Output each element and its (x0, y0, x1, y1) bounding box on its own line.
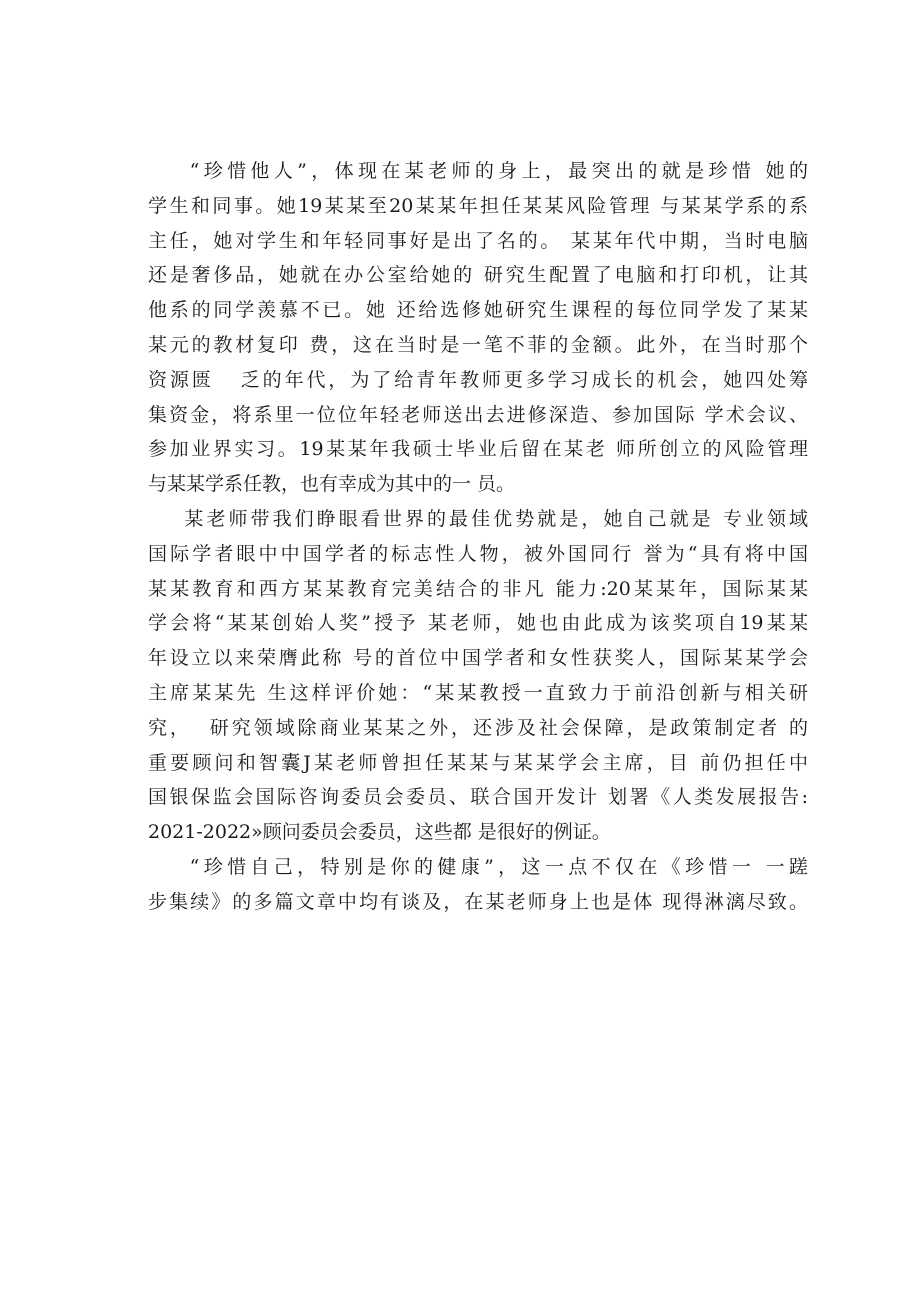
text-line: 参加业界实习。19某某年我硕士毕业后留在某老 师所创立的风险管理 (148, 438, 808, 461)
text-line: 与某某学系任教，也有幸成为其中的一 员。 (148, 473, 516, 496)
body-text (148, 154, 808, 920)
text-line: 主席某某先 生这样评价她：“某某教授一直致力于前沿创新与相关研 (148, 681, 808, 704)
text-line: 他系的同学羡慕不已。她 还给选修她研究生课程的每位同学发了某某 (148, 299, 808, 322)
text-line: 某老师带我们睁眼看世界的最佳优势就是，她自己就是 专业领域 (148, 507, 808, 530)
text-line: 资源匮 乏的年代，为了给青年教师更多学习成长的机会，她四处筹 (148, 368, 808, 391)
paragraph-3 (148, 850, 808, 920)
text-line: 究， 研究领域除商业某某之外，还涉及社会保障，是政策制定者 的 (148, 716, 808, 739)
text-line: 2021-2022»顾问委员会委员，这些都 是很好的例证。 (148, 821, 611, 844)
text-line: 主任，她对学生和年轻同事好是出了名的。 某某年代中期，当时电脑 (148, 229, 808, 252)
text-line: 某元的教材复印 费，这在当时是一笔不菲的金额。此外，在当时那个 (148, 333, 808, 356)
text-line: 年设立以来荣膺此称 号的首位中国学者和女性获奖人，国际某某学会 (148, 647, 808, 670)
text-line: 重要顾问和智囊J某老师曾担任某某与某某学会主席，目 前仍担任中 (148, 751, 808, 774)
text-line: 学会将“某某创始人奖”授予 某老师，她也由此成为该奖项自19某某 (148, 612, 808, 635)
paragraph-1 (148, 154, 808, 502)
text-line: 国银保监会国际咨询委员会委员、联合国开发计 划署《人类发展报告: (148, 786, 808, 809)
text-line: 还是奢侈品，她就在办公室给她的 研究生配置了电脑和打印机，让其 (148, 264, 808, 287)
text-line: 某某教育和西方某某教育完美结合的非凡 能力:20某某年，国际某某 (148, 577, 808, 600)
text-line: 集资金，将系里一位位年轻老师送出去进修深造、参加国际 学术会议、 (148, 403, 808, 426)
text-line: “珍惜自己，特别是你的健康”，这一点不仅在《珍惜一 一蹉 (148, 855, 808, 878)
text-line: 学生和同事。她19某某至20某某年担任某某风险管理 与某某学系的系 (148, 194, 808, 217)
text-line: “珍惜他人”，体现在某老师的身上，最突出的就是珍惜 她的 (148, 160, 808, 182)
text-line: 国际学者眼中中国学者的标志性人物，被外国同行 誉为“具有将中国 (148, 542, 808, 565)
text-line: 步集续》的多篇文章中均有谈及，在某老师身上也是体 现得淋漓尽致。 (148, 890, 808, 913)
paragraph-2 (148, 502, 808, 850)
